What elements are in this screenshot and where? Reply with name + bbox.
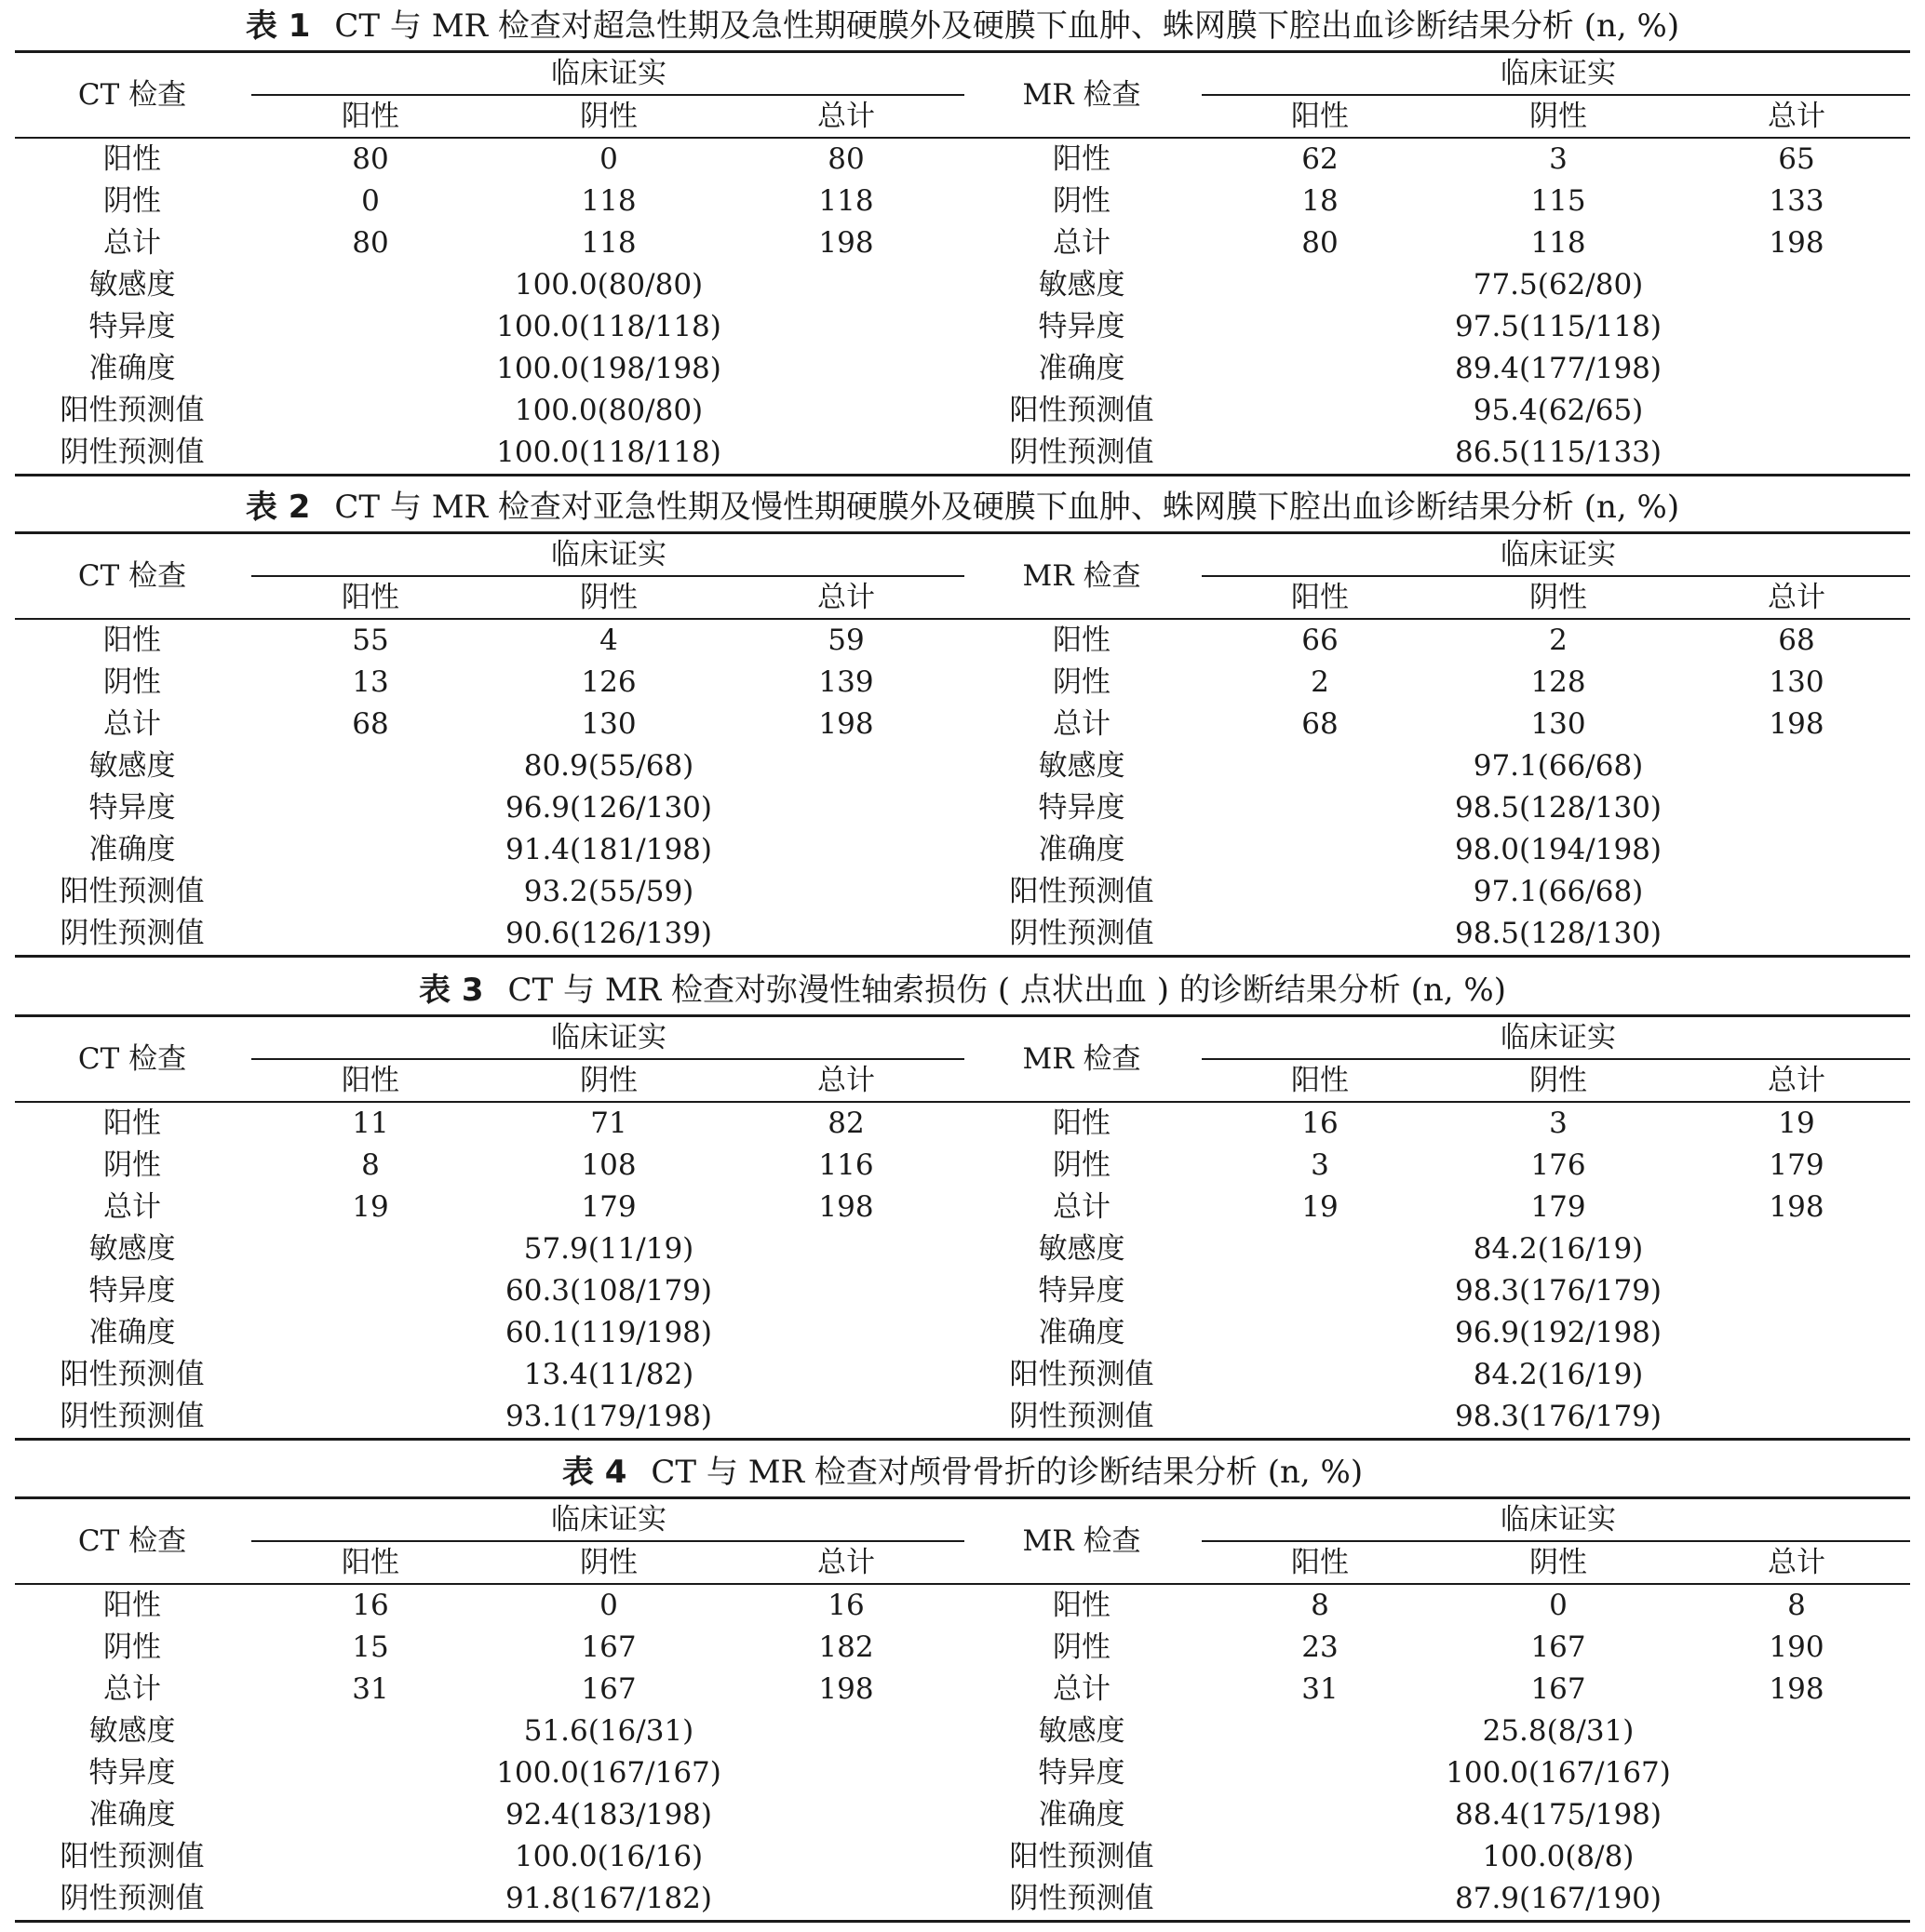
ct-value: 11: [352, 1107, 389, 1140]
metric-label: 阴性预测值: [60, 436, 205, 469]
ct-value: 31: [352, 1672, 389, 1706]
metric-label: 阴性预测值: [1009, 917, 1154, 950]
header-rule: [251, 575, 964, 577]
metric-row: [15, 432, 1910, 474]
mr-metric-value: 97.1(66/68): [1473, 749, 1644, 783]
metric-label: 特异度: [1038, 310, 1125, 343]
mr-clinical-header: 临床证实: [1501, 57, 1616, 90]
mr-value: 3: [1549, 142, 1568, 176]
metric-label: 敏感度: [1038, 1714, 1125, 1748]
ct-metric-value: 100.0(167/167): [496, 1756, 721, 1790]
mr-value: 2: [1311, 665, 1329, 699]
header-rule: [1202, 1540, 1910, 1542]
mr-value: 16: [1301, 1107, 1339, 1140]
table-caption: [15, 1448, 1910, 1496]
table-caption: [15, 966, 1910, 1014]
table-title: CT 与 MR 检查对颅骨骨折的诊断结果分析 (n, %): [651, 1454, 1364, 1491]
table-caption: [15, 2, 1910, 50]
metric-label: 准确度: [88, 352, 176, 385]
ct-metric-value: 90.6(126/139): [505, 917, 712, 950]
metric-label: 特异度: [88, 310, 176, 343]
table-row: [15, 662, 1910, 704]
mr-value: 3: [1549, 1107, 1568, 1140]
table-row: [15, 620, 1910, 662]
mr-value: 198: [1769, 707, 1824, 741]
ct-metric-value: 100.0(16/16): [514, 1840, 704, 1873]
table-header: [15, 1017, 1910, 1103]
row-label: 阴性: [1053, 1148, 1111, 1182]
ct-metric-value: 100.0(118/118): [496, 310, 721, 343]
mr-negative-header: 阴性: [1529, 100, 1587, 133]
ct-negative-header: 阴性: [580, 100, 638, 133]
mr-value: 18: [1301, 184, 1339, 218]
ct-value: 4: [599, 624, 618, 657]
metric-row: [15, 871, 1910, 913]
ct-value: 59: [828, 624, 865, 657]
mr-exam-header: MR 检查: [1022, 559, 1141, 593]
ct-total-header: 总计: [817, 1064, 875, 1097]
ct-value: 15: [352, 1630, 389, 1664]
header-rule: [1202, 575, 1910, 577]
table-block: [15, 1448, 1910, 1923]
mr-negative-header: 阴性: [1529, 581, 1587, 614]
mr-metric-value: 84.2(16/19): [1473, 1232, 1644, 1266]
mr-metric-value: 87.9(167/190): [1455, 1882, 1662, 1915]
metric-row: [15, 306, 1910, 348]
ct-metric-value: 93.2(55/59): [523, 875, 694, 908]
row-label: 总计: [103, 1672, 161, 1706]
row-label: 阳性: [1053, 624, 1111, 657]
ct-exam-header: CT 检查: [77, 1524, 187, 1558]
table-row: [15, 704, 1910, 745]
mr-value: 118: [1530, 226, 1586, 260]
metric-row: [15, 1396, 1910, 1438]
row-label: 总计: [1053, 226, 1111, 260]
mr-value: 0: [1549, 1589, 1568, 1622]
ct-exam-header: CT 检查: [77, 1042, 187, 1076]
ct-metric-value: 92.4(183/198): [505, 1798, 712, 1831]
row-label: 总计: [103, 707, 161, 741]
metric-label: 阳性预测值: [60, 394, 205, 427]
metric-label: 特异度: [88, 791, 176, 825]
mr-metric-value: 96.9(192/198): [1455, 1316, 1662, 1349]
mr-metric-value: 98.5(128/130): [1455, 791, 1662, 825]
ct-metric-value: 80.9(55/68): [523, 749, 694, 783]
ct-metric-value: 100.0(198/198): [496, 352, 721, 385]
row-label: 阴性: [103, 1148, 161, 1182]
table-block: [15, 483, 1910, 958]
metric-label: 阳性预测值: [60, 875, 205, 908]
table-row: [15, 139, 1910, 181]
mr-value: 167: [1530, 1672, 1586, 1706]
ct-value: 16: [352, 1589, 389, 1622]
mr-value: 167: [1530, 1630, 1586, 1664]
mr-exam-header: MR 检查: [1022, 1042, 1141, 1076]
ct-value: 179: [581, 1190, 637, 1224]
mr-value: 19: [1301, 1190, 1339, 1224]
ct-value: 139: [818, 665, 874, 699]
mr-value: 130: [1530, 707, 1586, 741]
ct-metric-value: 91.8(167/182): [505, 1882, 712, 1915]
metric-label: 敏感度: [88, 268, 176, 302]
metric-label: 敏感度: [88, 749, 176, 783]
mr-metric-value: 98.0(194/198): [1455, 833, 1662, 866]
table-row: [15, 1103, 1910, 1145]
mr-clinical-header: 临床证实: [1501, 1503, 1616, 1536]
row-label: 总计: [1053, 1190, 1111, 1224]
metric-label: 阳性预测值: [60, 1840, 205, 1873]
ct-value: 116: [818, 1148, 874, 1182]
ct-value: 198: [818, 1672, 874, 1706]
mr-value: 23: [1301, 1630, 1339, 1664]
data-table: [15, 531, 1910, 958]
metric-label: 特异度: [88, 1274, 176, 1308]
ct-negative-header: 阴性: [580, 1546, 638, 1579]
ct-value: 16: [828, 1589, 865, 1622]
mr-value: 115: [1530, 184, 1586, 218]
metric-label: 准确度: [1038, 1316, 1125, 1349]
data-table: [15, 50, 1910, 476]
mr-value: 198: [1769, 226, 1824, 260]
row-label: 总计: [1053, 1672, 1111, 1706]
row-label: 阳性: [103, 1107, 161, 1140]
ct-value: 198: [818, 707, 874, 741]
mr-value: 190: [1769, 1630, 1824, 1664]
mr-value: 62: [1301, 142, 1339, 176]
ct-value: 71: [590, 1107, 627, 1140]
ct-exam-header: CT 检查: [77, 78, 187, 112]
row-label: 总计: [1053, 707, 1111, 741]
table-header: [15, 534, 1910, 620]
ct-value: 167: [581, 1672, 637, 1706]
ct-positive-header: 阳性: [342, 581, 399, 614]
mr-total-header: 总计: [1768, 581, 1825, 614]
ct-value: 126: [581, 665, 637, 699]
metric-row: [15, 913, 1910, 955]
row-label: 阳性: [1053, 1589, 1111, 1622]
ct-metric-value: 60.1(119/198): [505, 1316, 712, 1349]
mr-total-header: 总计: [1768, 1064, 1825, 1097]
metric-row: [15, 745, 1910, 787]
table-row: [15, 1585, 1910, 1627]
table-block: [15, 2, 1910, 476]
ct-value: 118: [818, 184, 874, 218]
ct-value: 82: [828, 1107, 865, 1140]
ct-metric-value: 13.4(11/82): [523, 1358, 694, 1391]
ct-metric-value: 100.0(80/80): [514, 268, 704, 302]
table-number: 表 3: [419, 972, 484, 1009]
metric-row: [15, 1711, 1910, 1752]
header-rule: [251, 1540, 964, 1542]
table-title: CT 与 MR 检查对亚急性期及慢性期硬膜外及硬膜下血肿、蛛网膜下腔出血诊断结果分析 (n, %): [334, 489, 1680, 526]
ct-value: 182: [818, 1630, 874, 1664]
metric-label: 阴性预测值: [60, 917, 205, 950]
metric-label: 敏感度: [1038, 749, 1125, 783]
metric-label: 特异度: [1038, 791, 1125, 825]
table-row: [15, 1145, 1910, 1187]
ct-negative-header: 阴性: [580, 1064, 638, 1097]
mr-exam-header: MR 检查: [1022, 78, 1141, 112]
ct-metric-value: 100.0(80/80): [514, 394, 704, 427]
row-label: 总计: [103, 226, 161, 260]
metric-row: [15, 264, 1910, 306]
metric-row: [15, 1752, 1910, 1794]
metric-label: 敏感度: [1038, 1232, 1125, 1266]
ct-clinical-header: 临床证实: [551, 57, 666, 90]
ct-value: 19: [352, 1190, 389, 1224]
ct-value: 0: [361, 184, 380, 218]
ct-metric-value: 96.9(126/130): [505, 791, 712, 825]
ct-value: 118: [581, 226, 637, 260]
mr-metric-value: 97.5(115/118): [1455, 310, 1662, 343]
mr-value: 8: [1311, 1589, 1329, 1622]
row-label: 阴性: [103, 665, 161, 699]
table-number: 表 2: [245, 489, 311, 526]
mr-metric-value: 100.0(167/167): [1446, 1756, 1671, 1790]
ct-value: 13: [352, 665, 389, 699]
metric-label: 特异度: [1038, 1756, 1125, 1790]
metric-label: 敏感度: [1038, 268, 1125, 302]
row-label: 阳性: [103, 142, 161, 176]
ct-clinical-header: 临床证实: [551, 538, 666, 571]
metric-row: [15, 348, 1910, 390]
table-row: [15, 222, 1910, 264]
ct-value: 80: [828, 142, 865, 176]
metric-row: [15, 1312, 1910, 1354]
header-rule: [251, 1058, 964, 1060]
mr-positive-header: 阳性: [1291, 100, 1349, 133]
metric-label: 特异度: [88, 1756, 176, 1790]
ct-value: 0: [599, 1589, 618, 1622]
mr-value: 68: [1301, 707, 1339, 741]
table-row: [15, 181, 1910, 222]
row-label: 阴性: [103, 1630, 161, 1664]
metric-row: [15, 1794, 1910, 1836]
mr-value: 80: [1301, 226, 1339, 260]
metric-label: 阳性预测值: [60, 1358, 205, 1391]
mr-positive-header: 阳性: [1291, 581, 1349, 614]
table-row: [15, 1187, 1910, 1228]
metric-label: 阳性预测值: [1009, 394, 1154, 427]
row-label: 阴性: [103, 184, 161, 218]
metric-label: 特异度: [1038, 1274, 1125, 1308]
ct-value: 108: [581, 1148, 637, 1182]
ct-exam-header: CT 检查: [77, 559, 187, 593]
ct-total-header: 总计: [817, 1546, 875, 1579]
ct-metric-value: 57.9(11/19): [523, 1232, 694, 1266]
mr-metric-value: 95.4(62/65): [1473, 394, 1644, 427]
row-label: 阳性: [1053, 1107, 1111, 1140]
table-number: 表 4: [561, 1454, 627, 1491]
ct-value: 8: [361, 1148, 380, 1182]
mr-metric-value: 98.5(128/130): [1455, 917, 1662, 950]
metric-label: 阴性预测值: [1009, 436, 1154, 469]
mr-metric-value: 88.4(175/198): [1455, 1798, 1662, 1831]
mr-metric-value: 98.3(176/179): [1455, 1400, 1662, 1433]
metric-label: 准确度: [1038, 1798, 1125, 1831]
ct-value: 0: [599, 142, 618, 176]
ct-metric-value: 51.6(16/31): [523, 1714, 694, 1748]
metric-label: 阳性预测值: [1009, 1840, 1154, 1873]
metric-row: [15, 1836, 1910, 1878]
mr-metric-value: 77.5(62/80): [1473, 268, 1644, 302]
mr-value: 176: [1530, 1148, 1586, 1182]
ct-clinical-header: 临床证实: [551, 1503, 666, 1536]
mr-metric-value: 97.1(66/68): [1473, 875, 1644, 908]
metric-label: 阳性预测值: [1009, 875, 1154, 908]
table-number: 表 1: [245, 7, 311, 45]
metric-row: [15, 1878, 1910, 1920]
metric-label: 准确度: [88, 1316, 176, 1349]
mr-value: 2: [1549, 624, 1568, 657]
ct-value: 80: [352, 226, 389, 260]
table-title: CT 与 MR 检查对弥漫性轴索损伤 ( 点状出血 ) 的诊断结果分析 (n, %): [507, 972, 1506, 1009]
metric-row: [15, 390, 1910, 432]
mr-value: 198: [1769, 1672, 1824, 1706]
ct-metric-value: 60.3(108/179): [505, 1274, 712, 1308]
row-label: 阳性: [103, 624, 161, 657]
metric-label: 敏感度: [88, 1232, 176, 1266]
ct-positive-header: 阳性: [342, 1064, 399, 1097]
ct-total-header: 总计: [817, 100, 875, 133]
ct-value: 68: [352, 707, 389, 741]
metric-label: 阴性预测值: [1009, 1400, 1154, 1433]
ct-value: 167: [581, 1630, 637, 1664]
mr-metric-value: 89.4(177/198): [1455, 352, 1662, 385]
metric-label: 阴性预测值: [1009, 1882, 1154, 1915]
mr-total-header: 总计: [1768, 100, 1825, 133]
table-row: [15, 1627, 1910, 1669]
mr-metric-value: 25.8(8/31): [1482, 1714, 1635, 1748]
mr-metric-value: 86.5(115/133): [1455, 436, 1662, 469]
metric-label: 阴性预测值: [60, 1882, 205, 1915]
mr-value: 198: [1769, 1190, 1824, 1224]
row-label: 阴性: [1053, 665, 1111, 699]
metric-row: [15, 1270, 1910, 1312]
mr-value: 66: [1301, 624, 1339, 657]
mr-metric-value: 84.2(16/19): [1473, 1358, 1644, 1391]
ct-positive-header: 阳性: [342, 1546, 399, 1579]
ct-clinical-header: 临床证实: [551, 1021, 666, 1054]
mr-metric-value: 100.0(8/8): [1482, 1840, 1635, 1873]
metric-label: 准确度: [88, 1798, 176, 1831]
metric-label: 阳性预测值: [1009, 1358, 1154, 1391]
metric-label: 准确度: [1038, 833, 1125, 866]
metric-row: [15, 1228, 1910, 1270]
ct-value: 198: [818, 226, 874, 260]
metric-row: [15, 1354, 1910, 1396]
metric-label: 敏感度: [88, 1714, 176, 1748]
mr-value: 68: [1778, 624, 1815, 657]
mr-value: 31: [1301, 1672, 1339, 1706]
ct-metric-value: 100.0(118/118): [496, 436, 721, 469]
table-header: [15, 53, 1910, 139]
metric-row: [15, 829, 1910, 871]
mr-value: 128: [1530, 665, 1586, 699]
table-header: [15, 1499, 1910, 1585]
table-caption: [15, 483, 1910, 531]
mr-value: 8: [1787, 1589, 1806, 1622]
mr-negative-header: 阴性: [1529, 1546, 1587, 1579]
row-label: 阴性: [1053, 184, 1111, 218]
ct-metric-value: 93.1(179/198): [505, 1400, 712, 1433]
ct-value: 80: [352, 142, 389, 176]
mr-value: 19: [1778, 1107, 1815, 1140]
metric-label: 准确度: [88, 833, 176, 866]
table-block: [15, 966, 1910, 1441]
row-label: 阴性: [1053, 1630, 1111, 1664]
ct-negative-header: 阴性: [580, 581, 638, 614]
mr-positive-header: 阳性: [1291, 1064, 1349, 1097]
ct-total-header: 总计: [817, 581, 875, 614]
metric-label: 阴性预测值: [60, 1400, 205, 1433]
ct-positive-header: 阳性: [342, 100, 399, 133]
row-label: 总计: [103, 1190, 161, 1224]
mr-value: 65: [1778, 142, 1815, 176]
mr-clinical-header: 临床证实: [1501, 1021, 1616, 1054]
data-table: [15, 1014, 1910, 1441]
mr-clinical-header: 临床证实: [1501, 538, 1616, 571]
header-rule: [251, 94, 964, 96]
ct-value: 118: [581, 184, 637, 218]
ct-metric-value: 91.4(181/198): [505, 833, 712, 866]
ct-value: 130: [581, 707, 637, 741]
ct-value: 55: [352, 624, 389, 657]
mr-total-header: 总计: [1768, 1546, 1825, 1579]
mr-value: 179: [1769, 1148, 1824, 1182]
data-table: [15, 1496, 1910, 1923]
mr-positive-header: 阳性: [1291, 1546, 1349, 1579]
table-title: CT 与 MR 检查对超急性期及急性期硬膜外及硬膜下血肿、蛛网膜下腔出血诊断结果分析 (n, %): [334, 7, 1680, 45]
header-rule: [1202, 1058, 1910, 1060]
ct-value: 198: [818, 1190, 874, 1224]
mr-value: 130: [1769, 665, 1824, 699]
table-row: [15, 1669, 1910, 1711]
header-rule: [1202, 94, 1910, 96]
metric-label: 准确度: [1038, 352, 1125, 385]
mr-value: 3: [1311, 1148, 1329, 1182]
mr-value: 179: [1530, 1190, 1586, 1224]
metric-row: [15, 787, 1910, 829]
row-label: 阳性: [103, 1589, 161, 1622]
mr-metric-value: 98.3(176/179): [1455, 1274, 1662, 1308]
row-label: 阳性: [1053, 142, 1111, 176]
mr-exam-header: MR 检查: [1022, 1524, 1141, 1558]
mr-negative-header: 阴性: [1529, 1064, 1587, 1097]
mr-value: 133: [1769, 184, 1824, 218]
